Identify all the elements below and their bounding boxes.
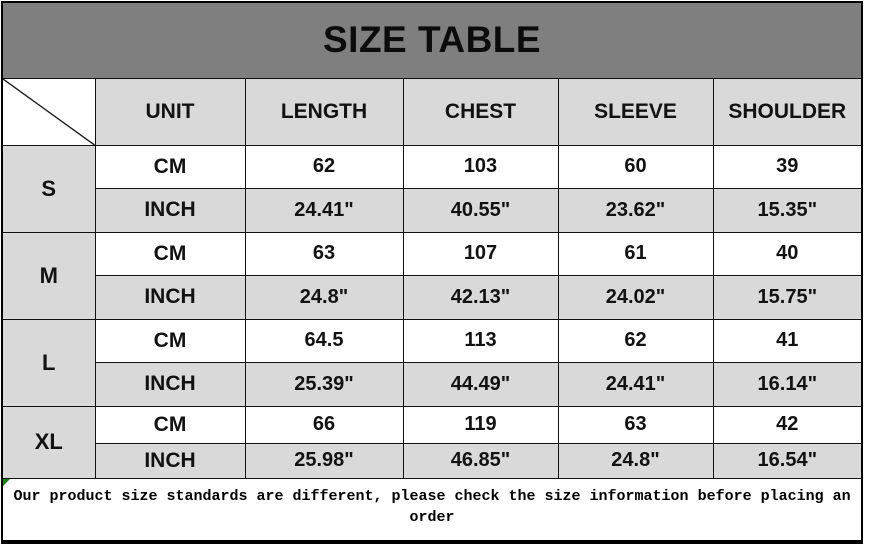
col-header-length: LENGTH: [245, 78, 403, 145]
unit-cell: INCH: [95, 443, 245, 478]
diagonal-cell: [2, 78, 95, 145]
value-cell: 63: [558, 406, 713, 443]
footer-row: [2, 478, 862, 542]
value-cell: 113: [403, 319, 558, 362]
col-header-sleeve: SLEEVE: [558, 78, 713, 145]
unit-cell: CM: [95, 145, 245, 188]
value-cell: 61: [558, 232, 713, 275]
table-row: [2, 319, 862, 362]
value-cell: 24.8": [245, 275, 403, 319]
value-cell: 103: [403, 145, 558, 188]
unit-cell: INCH: [95, 188, 245, 232]
value-cell: 15.75": [713, 275, 862, 319]
table-row: [2, 275, 862, 319]
footer-note: Our product size standards are different, please check the size information before placing an order: [13, 487, 851, 527]
unit-cell: CM: [95, 319, 245, 362]
table-row: [2, 362, 862, 406]
header-row: [2, 78, 862, 145]
value-cell: 16.14": [713, 362, 862, 406]
value-cell: 15.35": [713, 188, 862, 232]
value-cell: 24.41": [245, 188, 403, 232]
green-corner-marker-icon: [3, 479, 10, 486]
col-header-unit: UNIT: [95, 78, 245, 145]
title-row: [2, 2, 862, 78]
value-cell: 16.54": [713, 443, 862, 478]
diagonal-slash-icon: [3, 79, 95, 145]
value-cell: 24.41": [558, 362, 713, 406]
value-cell: 62: [245, 145, 403, 188]
value-cell: 24.02": [558, 275, 713, 319]
value-cell: 24.8": [558, 443, 713, 478]
unit-cell: CM: [95, 232, 245, 275]
value-cell: 42: [713, 406, 862, 443]
value-cell: 60: [558, 145, 713, 188]
value-cell: 119: [403, 406, 558, 443]
value-cell: 44.49": [403, 362, 558, 406]
value-cell: 63: [245, 232, 403, 275]
col-header-chest: CHEST: [403, 78, 558, 145]
col-header-shoulder: SHOULDER: [713, 78, 862, 145]
table-row: [2, 232, 862, 275]
size-label-xl: XL: [2, 406, 95, 478]
value-cell: 64.5: [245, 319, 403, 362]
value-cell: 46.85": [403, 443, 558, 478]
value-cell: 25.98": [245, 443, 403, 478]
page-title: SIZE TABLE: [2, 2, 862, 78]
value-cell: 39: [713, 145, 862, 188]
value-cell: 41: [713, 319, 862, 362]
value-cell: 40.55": [403, 188, 558, 232]
value-cell: 40: [713, 232, 862, 275]
table-row: [2, 406, 862, 443]
table-row: [2, 188, 862, 232]
unit-cell: INCH: [95, 275, 245, 319]
value-cell: 107: [403, 232, 558, 275]
size-label-m: M: [2, 232, 95, 319]
value-cell: 25.39": [245, 362, 403, 406]
table-row: [2, 145, 862, 188]
size-table: [1, 1, 863, 544]
size-label-s: S: [2, 145, 95, 232]
value-cell: 42.13": [403, 275, 558, 319]
value-cell: 23.62": [558, 188, 713, 232]
table-row: [2, 443, 862, 478]
footer-note-cell: [2, 478, 862, 542]
unit-cell: CM: [95, 406, 245, 443]
unit-cell: INCH: [95, 362, 245, 406]
value-cell: 62: [558, 319, 713, 362]
value-cell: 66: [245, 406, 403, 443]
size-label-l: L: [2, 319, 95, 406]
